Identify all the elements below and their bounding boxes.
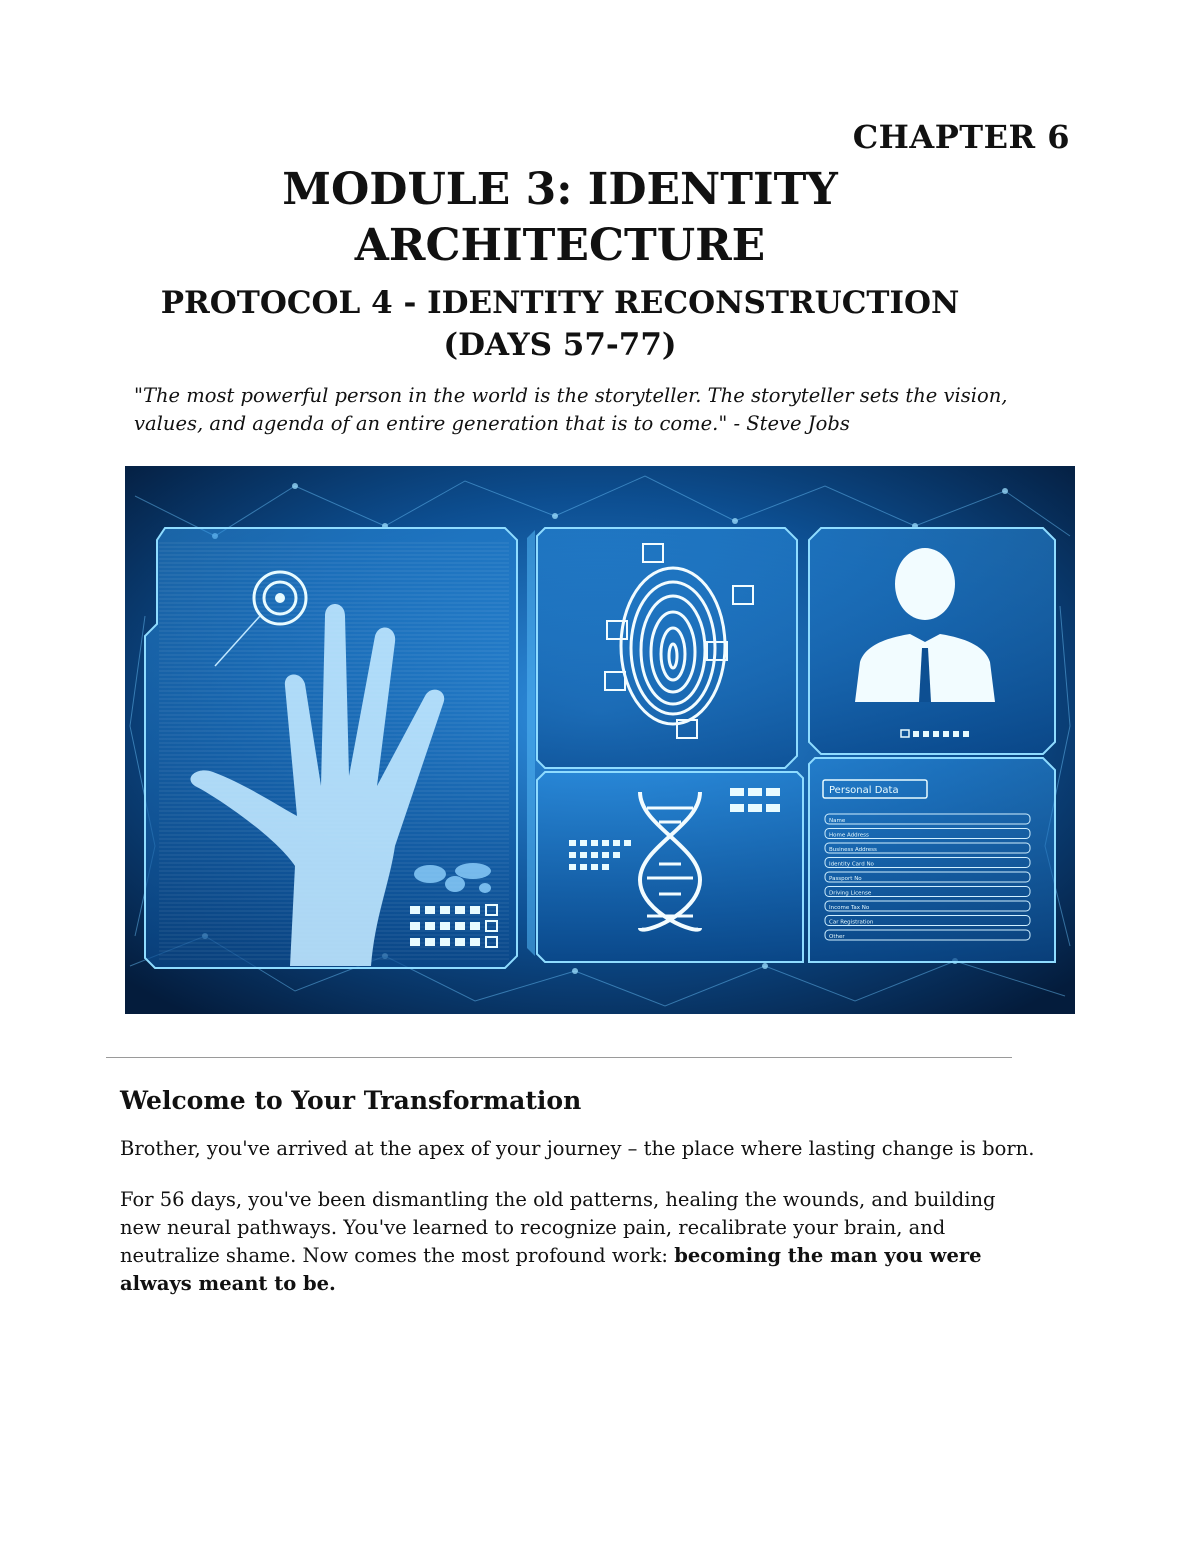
- module-title: MODULE 3: IDENTITY ARCHITECTURE: [282, 164, 838, 271]
- fingerprint-panel: [537, 528, 797, 768]
- personal-data-field-label: Driving License: [829, 890, 872, 897]
- personal-data-panel: [809, 758, 1055, 962]
- personal-data-field-label: Car Registration: [829, 919, 874, 926]
- personal-data-field-label: Other: [829, 934, 845, 940]
- personal-data-field-label: Income Tax No: [829, 905, 870, 911]
- protocol-title: PROTOCOL 4 - IDENTITY RECONSTRUCTION (DAYS 57-77): [160, 285, 960, 363]
- identity-scan-graphic: [125, 466, 1075, 1014]
- personal-data-field-label: Home Address: [829, 832, 869, 839]
- section-heading: Welcome to Your Transformation: [120, 1086, 582, 1115]
- epigraph-quote: "The most powerful person in the world is the storyteller. The storyteller sets the vision, values, and agenda of an entire generation that is to come." - Steve Jobs: [134, 384, 1008, 435]
- hero-illustration: [125, 466, 1075, 1014]
- personal-data-field-label: Name: [829, 818, 846, 824]
- body-paragraph-text: For 56 days, you've been dismantling the old patterns, healing the wounds, and building new neural pathways. You've learned to recognize pain, recalibrate your brain, and neutralize shame. Now comes the most profound work:: [120, 1188, 996, 1267]
- section-divider: [106, 1057, 1012, 1058]
- chapter-label: CHAPTER 6: [852, 118, 1070, 156]
- personal-data-field-label: Business Address: [829, 847, 877, 853]
- hand-scan-panel: [145, 528, 517, 968]
- personal-data-title: Personal Data: [829, 785, 899, 796]
- personal-data-field-label: Identity Card No: [829, 861, 874, 868]
- body-paragraph-emphasis: becoming the man you were always meant to be.: [120, 1244, 982, 1295]
- intro-paragraph: Brother, you've arrived at the apex of your journey – the place where lasting change is born.: [120, 1137, 1035, 1160]
- profile-panel: [809, 528, 1055, 754]
- body-paragraph: [120, 1186, 1040, 1298]
- dna-panel: [537, 772, 803, 962]
- personal-data-field-label: Passport No: [829, 876, 862, 882]
